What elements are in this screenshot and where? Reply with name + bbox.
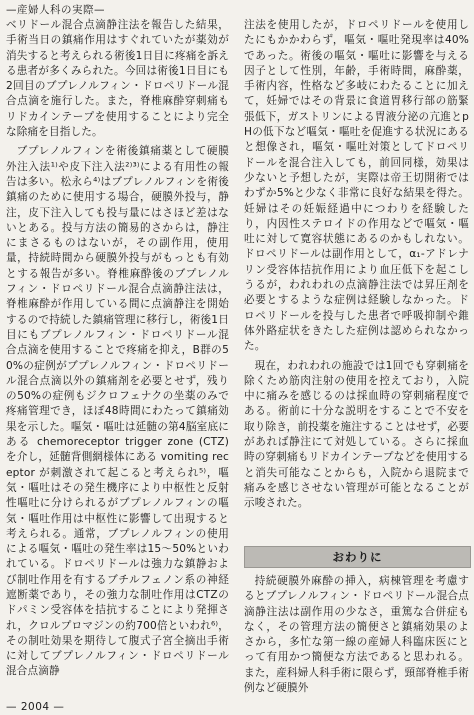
body-paragraph: 現在，われわれの施設では1回でも穿刺痛を除くため筋肉注射の使用を控えており，入院中に痛みを感じるのは採血時の穿刺痛程度である。術前に十分な説明をすることで不安を取り除き，前投薬を施注することはせず，必要があれば静注にて対処している。さらに採血時の穿刺痛もリドカインテープなどを使用すると消失可能なことからも，入院から退院まで痛みを感じさせない管理が可能となることが示唆された。	[244, 359, 469, 510]
body-paragraph: 注法を使用したが，ドロペリドールを使用したにもかかわらず，嘔気・嘔吐発現率は40%であった。術後の嘔気・嘔吐に影響を与える因子として性別，年齢，手術時間，麻酔薬，手術内容，性格など多岐にわたることに加えて，妊婦ではその背景に食道胃移行部の筋緊張低下，ガストリンによる胃液分泌の亢進とpHの低下など嘔気・嘔吐を促進する状況にあると想像され，嘔気・嘔吐対策としてドロペリドールを混合注入しても，前回同様，効果は少ないと予想したが，実際は帝王切開術ではわずか5%と少なく非常に良好な結果を得た。妊婦はその妊娠経過中につわりを経験したり，内因性ステロイドの作用などで嘔気・嘔吐に対して寛容状態にあるのかもしれない。ドロペリドールは副作用として，α₁-アドレナリン受容体拮抗作用により血圧低下を起こしうるが，われわれの点滴静注法では昇圧剤を必要とするような症例は経験しなかった。ドロペリドールを投与した患者で呼吸抑制や錐体外路症状をきたした症例は認められなかった。	[244, 19, 469, 353]
body-paragraph: ベリドール混合点滴静注法を報告した結果，手術当日の鎮痛作用はすぐれていたが薬効が消失すると考えられる術後1日目に疼痛を訴える患者が多くみられた。今回は術後1日目にも2回目のブプレノルフィン・ドロペリドール混合点滴を施行した。また，脊椎麻酔穿刺痛もリドカインテープを使用することにより完全な除痛を目指した。	[6, 19, 229, 139]
left-column	[6, 18, 229, 680]
right-column	[244, 18, 469, 512]
section-heading-label: おわりに	[332, 550, 383, 564]
body-paragraph: ブプレノルフィンを術後鎮痛薬として硬膜外注入法¹⁾や皮下注入法²⁾³⁾による有用性の報告は多い。松永ら⁴⁾はブプレノルフィンを術後鎮痛のために使用する場合，硬膜外投与，静注，皮下注入しても投与量にはさほど差はないとある。投与方法の簡易的さからは，静注にまさるものはないが，その副作用，使用量，持続時間から硬膜外投与がもっとも有効とする報告が多い。脊椎麻酔後のブプレノルフィン・ドロペリドール混合点滴静注法は，脊椎麻酔が作用している間に点滴静注を開始するので持続した鎮痛管理に移行し，術後1日目にもブプレノルフィン・ドロペリドール混合点滴を使用することで疼痛を抑え，B群の50%の症例がブプレノルフィン・ドロペリドール混合点滴以外の鎮痛剤を必要とせず，残りの50%の症例もジクロフェナクの坐薬のみで疼痛管理でき，ほぼ48時間にわたって鎮痛効果を示した。嘔気・嘔吐は延髄の第4脳室底にある chemoreceptor trigger zone (CTZ) を介し，延髄背側網様体にある vomiting receptor が刺激されて起こると考えられ⁵⁾，嘔気・嘔吐はその発生機序により中枢性と反射性嘔吐に分けられるがブプレノルフィンの嘔気・嘔吐作用は中枢性に影響して出現すると考えられる。通常，ブプレノルフィンの使用による嘔気・嘔吐の発生率は15～50%といわれている。ドロペリドールは強力な鎮静および制吐作用を有するブチルフェノン系の神経遮断薬であり，その強力な制吐作用はCTZのドパミン受容体を拮抗することにより発揮され，クロルプロマジンの約700倍といわれ⁶⁾，その制吐効果を期待して腹式子宮全摘出手術に対してブプレノルフィン・ドロペリドール混合点滴静	[6, 145, 229, 678]
section-heading-conclusion	[244, 546, 471, 568]
page-number: — 2004 —	[6, 701, 65, 713]
body-paragraph: 持続硬膜外麻酔の挿入，病棟管理を考慮するとブプレノルフィン・ドロペリドール混合点滴静注法は副作用の少なさ，重篤な合併症もなく，その管理方法の簡便さと鎮痛効果のよさから，多忙な第一線の産婦人科臨床医にとって有用かつ簡便な方法であると思われる。また，産科婦人科手術に限らず，頸部脊椎手術例など硬膜外	[244, 575, 469, 695]
running-header: —産婦人科の実際—	[6, 4, 105, 16]
conclusion-column	[244, 574, 469, 696]
